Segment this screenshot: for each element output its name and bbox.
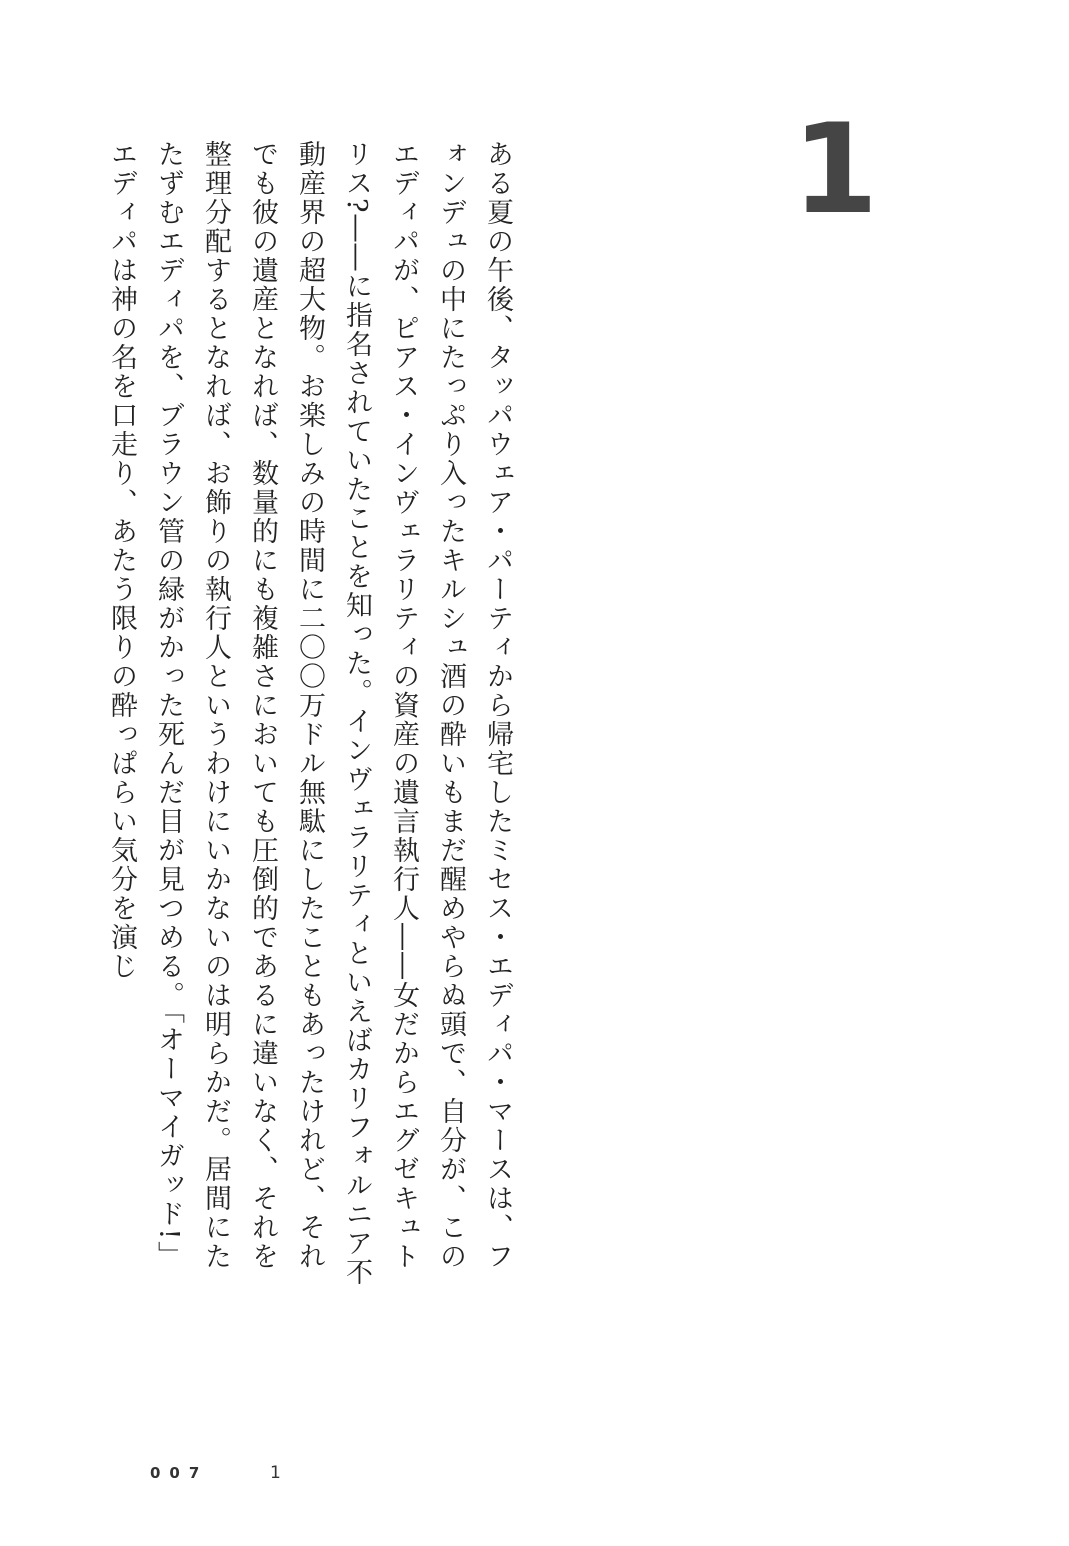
chapter-number: 1 [792, 98, 879, 242]
page-number: 007 [150, 1464, 209, 1482]
body-text [98, 140, 521, 1290]
paragraph: ある夏の午後、タッパウェア・パーティから帰宅したミセス・エディパ・マースは、フォンデュの中にたっぷり入ったキルシュ酒の酔いもまだ醒めやらぬ頭で、自分が、このエディパが、ピアス・インヴェラリティの資産の遺言執行人――女だからエグゼキュトリス?――に指名されていたことを知った。インヴェラリティといえばカリフォルニア不動産界の超大物。お楽しみの時間に二〇〇万ドル無駄にしたこともあったけれど、それでも彼の遺産となれば、数量的にも複雑さにおいても圧倒的であるに違いなく、それを整理分配するとなれば、お飾りの執行人というわけにいかないのは明らかだ。居間にたたずむエディパを、ブラウン管の緑がかった死んだ目が見つめる。「オーマイガッド!」エディパは神の名を口走り、あたう限りの酔っぱらい気分を演じ [106, 140, 513, 1288]
page-footer [150, 1458, 281, 1488]
running-head: 1 [270, 1463, 281, 1483]
